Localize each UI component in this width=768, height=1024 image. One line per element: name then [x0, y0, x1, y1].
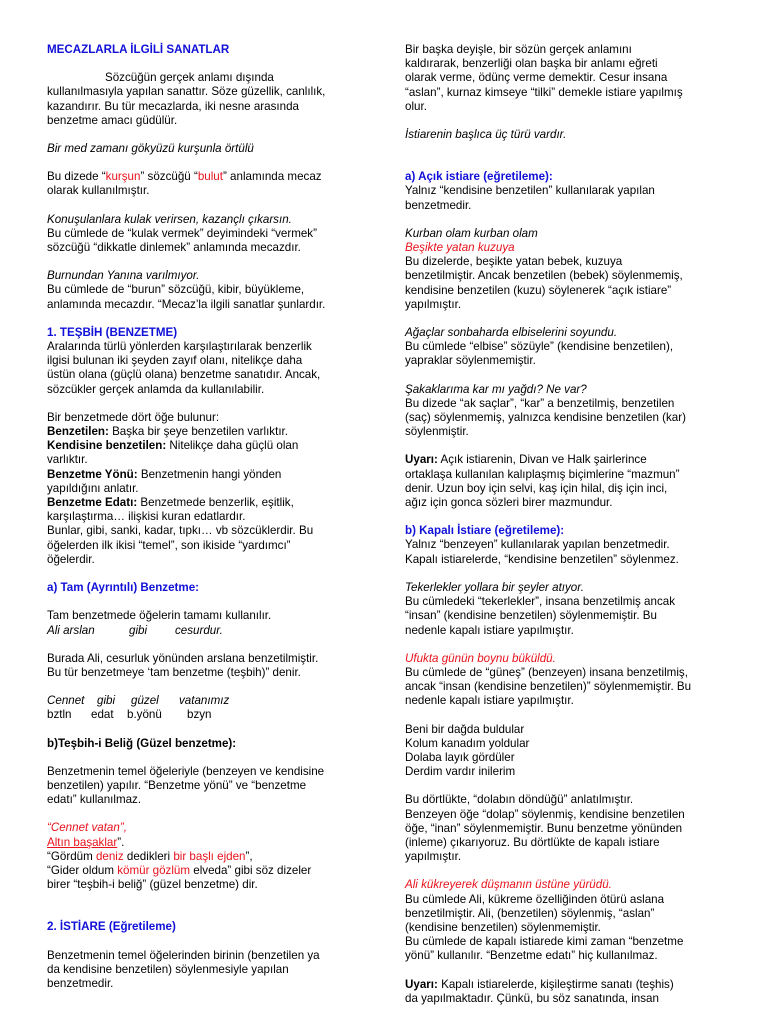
body-line: benzetilen) yapılır. “Benzetme yönü” ve “benzetme — [47, 778, 307, 792]
explanation-line: Bu cümlede “elbise” sözüyle” (kendisine benzetilen), — [405, 340, 674, 354]
example-line: Altın başaklar”. — [47, 835, 125, 849]
body-line: “aslan”, kurnaz kimseye “tilki” demekle istiare yapılmış — [405, 85, 683, 99]
element-definition: Benzetme Yönü: Benzetmenin hangi yönden — [47, 467, 282, 481]
explanation-line: ancak “insan (kendisine benzetilen)” söylenmemiştir. Bu — [405, 680, 692, 694]
body-line: Kapalı istiarelerde, “kendisine benzetilen” söylenmez. — [405, 552, 679, 566]
explanation-line: yapılmıştır. — [405, 850, 462, 864]
explanation-line: Bu cümlede de “kulak vermek” deyimindeki “vermek” — [47, 226, 317, 240]
example-abbreviations: bztln edat b.yönü bzyn — [47, 708, 212, 722]
body-line: Aralarında türlü yönlerden karşılaştırılarak benzerlik — [47, 340, 312, 354]
explanation-line: Bu cümlede de kapalı istiarede kimi zaman “benzetme — [405, 935, 684, 949]
poem-line: Dolaba layık gördüler — [405, 750, 515, 764]
warning-note: ortaklaşa kullanılan kalıplaşmış biçimlerine “mazmun” — [405, 467, 680, 481]
explanation-line: Bu tür benzetmeye ‘tam benzetme (teşbih)” denir. — [47, 665, 301, 679]
poem-line: Kolum kanadım yoldular — [405, 736, 530, 750]
body-line: kaldırarak, benzerliği olan başka bir anlamı eğreti — [405, 57, 658, 71]
subsection-heading-belig: b)Teşbih-i Beliğ (Güzel benzetme): — [47, 736, 237, 750]
right-column — [405, 43, 723, 1006]
explanation-line: Bu dörtlükte, “dolabın döndüğü” anlatılmıştır. — [405, 793, 634, 807]
explanation-line: anlamında mecazdır. “Mecaz’la ilgili sanatlar şunlardır. — [47, 297, 326, 311]
example-line: Cennet gibi güzel vatanımız — [47, 694, 230, 708]
intro-line: kullanılmasıyla yapılan sanattır. Söze güzellik, canlılık, — [47, 85, 326, 99]
body-line: üstün olana (güçlü olana) benzetme sanatıdır. Ancak, — [47, 368, 321, 382]
explanation-line: Bu cümlede de “güneş” (benzeyen) insana benzetilmiş, — [405, 665, 688, 679]
element-definition: Benzetme Edatı: Benzetmede benzerlik, eşitlik, — [47, 496, 294, 510]
explanation-line: Bu dizelerde, beşikte yatan bebek, kuzuya — [405, 255, 623, 269]
explanation-line: yapılmıştır. — [405, 297, 462, 311]
example-line: Ufukta günün boynu büküldü. — [405, 651, 556, 665]
warning-note: Uyarı: Açık istiarenin, Divan ve Halk şairlerince — [405, 453, 647, 467]
warning-note: ağız için gonca sözleri birer mazmundur. — [405, 496, 613, 510]
explanation-line: Bu dizede “kurşun” sözcüğü “bulut” anlamında mecaz — [47, 170, 322, 184]
element-definition: yapıldığını anlatır. — [47, 481, 139, 495]
example-line: Şakaklarıma kar mı yağdı? Ne var? — [405, 382, 587, 396]
explanation-line: söylenmiştir. — [405, 425, 469, 439]
example-line: Ali arslan gibi cesurdur. — [47, 623, 223, 637]
example-line: Ali kükreyerek düşmanın üstüne yürüdü. — [405, 878, 612, 892]
poem-line: Derdim vardır inilerim — [405, 765, 516, 779]
intro-line: benzetme amacı güdülür. — [47, 113, 178, 127]
intro-line: kazandırır. Bu tür mecazlarda, iki nesne arasında — [47, 99, 299, 113]
example-line: Bir med zamanı gökyüzü kurşunla örtülü — [47, 142, 254, 156]
subsection-heading-acik: a) Açık istiare (eğretileme): — [405, 170, 553, 184]
explanation-line: Bu cümlede de “burun” sözcüğü, kibir, büyükleme, — [47, 283, 305, 297]
body-line: Bir benzetmede dört öğe bulunur: — [47, 410, 220, 424]
explanation-line: Bu cümledeki “tekerlekler”, insana benzetilmiş ancak — [405, 595, 675, 609]
left-column — [47, 43, 359, 991]
subsection-heading-tam: a) Tam (Ayrıntılı) Benzetme: — [47, 581, 200, 595]
explanation-line: nedenle kapalı istiare yapılmıştır. — [405, 623, 574, 637]
example-line: “Gider oldum kömür gözlüm elveda” gibi söz dizeler — [47, 863, 312, 877]
explanation-line: (kendisine benzetilen) söylenmemiştir. — [405, 920, 601, 934]
example-line: birer “teşbih-i beliğ” (güzel benzetme) dir. — [47, 878, 258, 892]
explanation-line: kendisine benzetilen (kuzu) söylenerek “açık istiare” — [405, 283, 672, 297]
subsection-heading-kapali: b) Kapalı İstiare (eğretileme): — [405, 524, 565, 538]
element-definition: karşılaştırma… ilişkisi kuran edatlardır. — [47, 510, 246, 524]
example-line: Tekerlekler yollara bir şeyler atıyor. — [405, 580, 584, 594]
warning-note: denir. Uzun boy için selvi, kaş için hilal, diş için inci, — [405, 481, 668, 495]
example-line: “Cennet vatan”, — [47, 821, 127, 835]
warning-note: Uyarı: Kapalı istiarelerde, kişileştirme sanatı (teşhis) — [405, 977, 674, 991]
body-line: Bunlar, gibi, sanki, kadar, tıpkı… vb sözcüklerdir. Bu — [47, 524, 314, 538]
section-heading-teshbih: 1. TEŞBİH (BENZETME) — [47, 325, 178, 339]
explanation-line: öğe, “inan” söylenmemiştir. Bunu benzetme yönünden — [405, 821, 683, 835]
explanation-line: sözcüğü “dikkatle dinlemek” anlamında mecazdır. — [47, 241, 301, 255]
body-line: ilgisi bulunan iki şeyden zayıf olanı, nitelikçe daha — [47, 354, 303, 368]
example-line: Ağaçlar sonbaharda elbiselerini soyundu. — [405, 326, 618, 340]
body-line: da kendisine benzetilen) söylenmesiyle yapılan — [47, 962, 289, 976]
example-line: Beşikte yatan kuzuya — [405, 241, 515, 255]
example-line: Kurban olam kurban olam — [405, 226, 538, 240]
body-line: olarak verme, ödünç verme demektir. Cesur insana — [405, 71, 668, 85]
body-line: olur. — [405, 99, 427, 113]
explanation-line: olarak kullanılmıştır. — [47, 184, 150, 198]
explanation-line: Bu cümlede Ali, kükreme özelliğinden ötürü aslana — [405, 892, 665, 906]
body-line: Benzetmenin temel öğelerinden birinin (benzetilen ya — [47, 948, 320, 962]
explanation-line: Benzeyen öğe “dolap” söylenmiş, kendisine benzetilen — [405, 807, 685, 821]
explanation-line: yönü” kullanılır. “Benzetme edatı” hiç kullanılmaz. — [405, 949, 658, 963]
document-title: MECAZLARLA İLGİLİ SANATLAR — [47, 43, 230, 56]
body-line: İstiarenin başlıca üç türü vardır. — [405, 128, 567, 142]
section-heading-istiare: 2. İSTİARE (Eğretileme) — [47, 920, 176, 934]
explanation-line: benzetilmiştir. Ancak benzetilen (bebek) söylenmemiş, — [405, 269, 683, 283]
body-line: Yalnız “kendisine benzetilen” kullanılarak yapılan — [405, 184, 655, 198]
body-line: benzetmedir. — [405, 198, 472, 212]
example-line: “Gördüm deniz dedikleri bir başlı ejden”, — [47, 849, 253, 863]
explanation-line: yapraklar söylenmemiştir. — [405, 354, 536, 368]
body-line: Benzetmenin temel öğeleriyle (benzeyen ve kendisine — [47, 764, 325, 778]
explanation-line: nedenle kapalı istiare yapılmıştır. — [405, 694, 574, 708]
element-definition: Kendisine benzetilen: Nitelikçe daha güçlü olan — [47, 439, 299, 453]
element-definition: varlıktır. — [47, 453, 88, 467]
body-line: Bir başka deyişle, bir sözün gerçek anlamını — [405, 43, 632, 56]
explanation-line: “insan” (kendisine benzetilen) söylenmemiştir. Bu — [405, 609, 657, 623]
explanation-line: (inleme) çıkarıyoruz. Bu dörtlükte de kapalı istiare — [405, 835, 660, 849]
explanation-line: Burada Ali, cesurluk yönünden arslana benzetilmiştir. — [47, 651, 319, 665]
example-line: Burnundan Yanına varılmıyor. — [47, 269, 200, 283]
body-line: benzetmedir. — [47, 976, 114, 990]
poem-line: Beni bir dağda buldular — [405, 722, 525, 736]
intro-line: Sözcüğün gerçek anlamı dışında — [105, 71, 274, 85]
element-definition: Benzetilen: Başka bir şeye benzetilen varlıktır. — [47, 425, 288, 439]
explanation-line: benzetilmiştir. Ali, (benzetilen) söylenmiş, “aslan” — [405, 906, 655, 920]
explanation-line: (saç) söylenmemiş, yalnızca kendisine benzetilen (kar) — [405, 411, 686, 425]
body-line: edatı” kullanılmaz. — [47, 793, 142, 807]
explanation-line: Bu dizede “ak saçlar”, “kar” a benzetilmiş, benzetilen — [405, 396, 675, 410]
body-line: Tam benzetmede öğelerin tamamı kullanılır. — [47, 609, 272, 623]
warning-note: da yapılmaktadır. Çünkü, bu söz sanatında, insan — [405, 991, 659, 1005]
body-line: öğelerdir. — [47, 552, 95, 566]
example-line: Konuşulanlara kulak verirsen, kazançlı çıkarsın. — [47, 212, 292, 226]
body-line: Yalnız “benzeyen” kullanılarak yapılan benzetmedir. — [405, 538, 670, 552]
body-line: sözcükler gerçek anlamda da kullanılabilir. — [47, 382, 265, 396]
body-line: öğelerden ilk ikisi “temel”, son ikiside “yardımcı” — [47, 538, 291, 552]
